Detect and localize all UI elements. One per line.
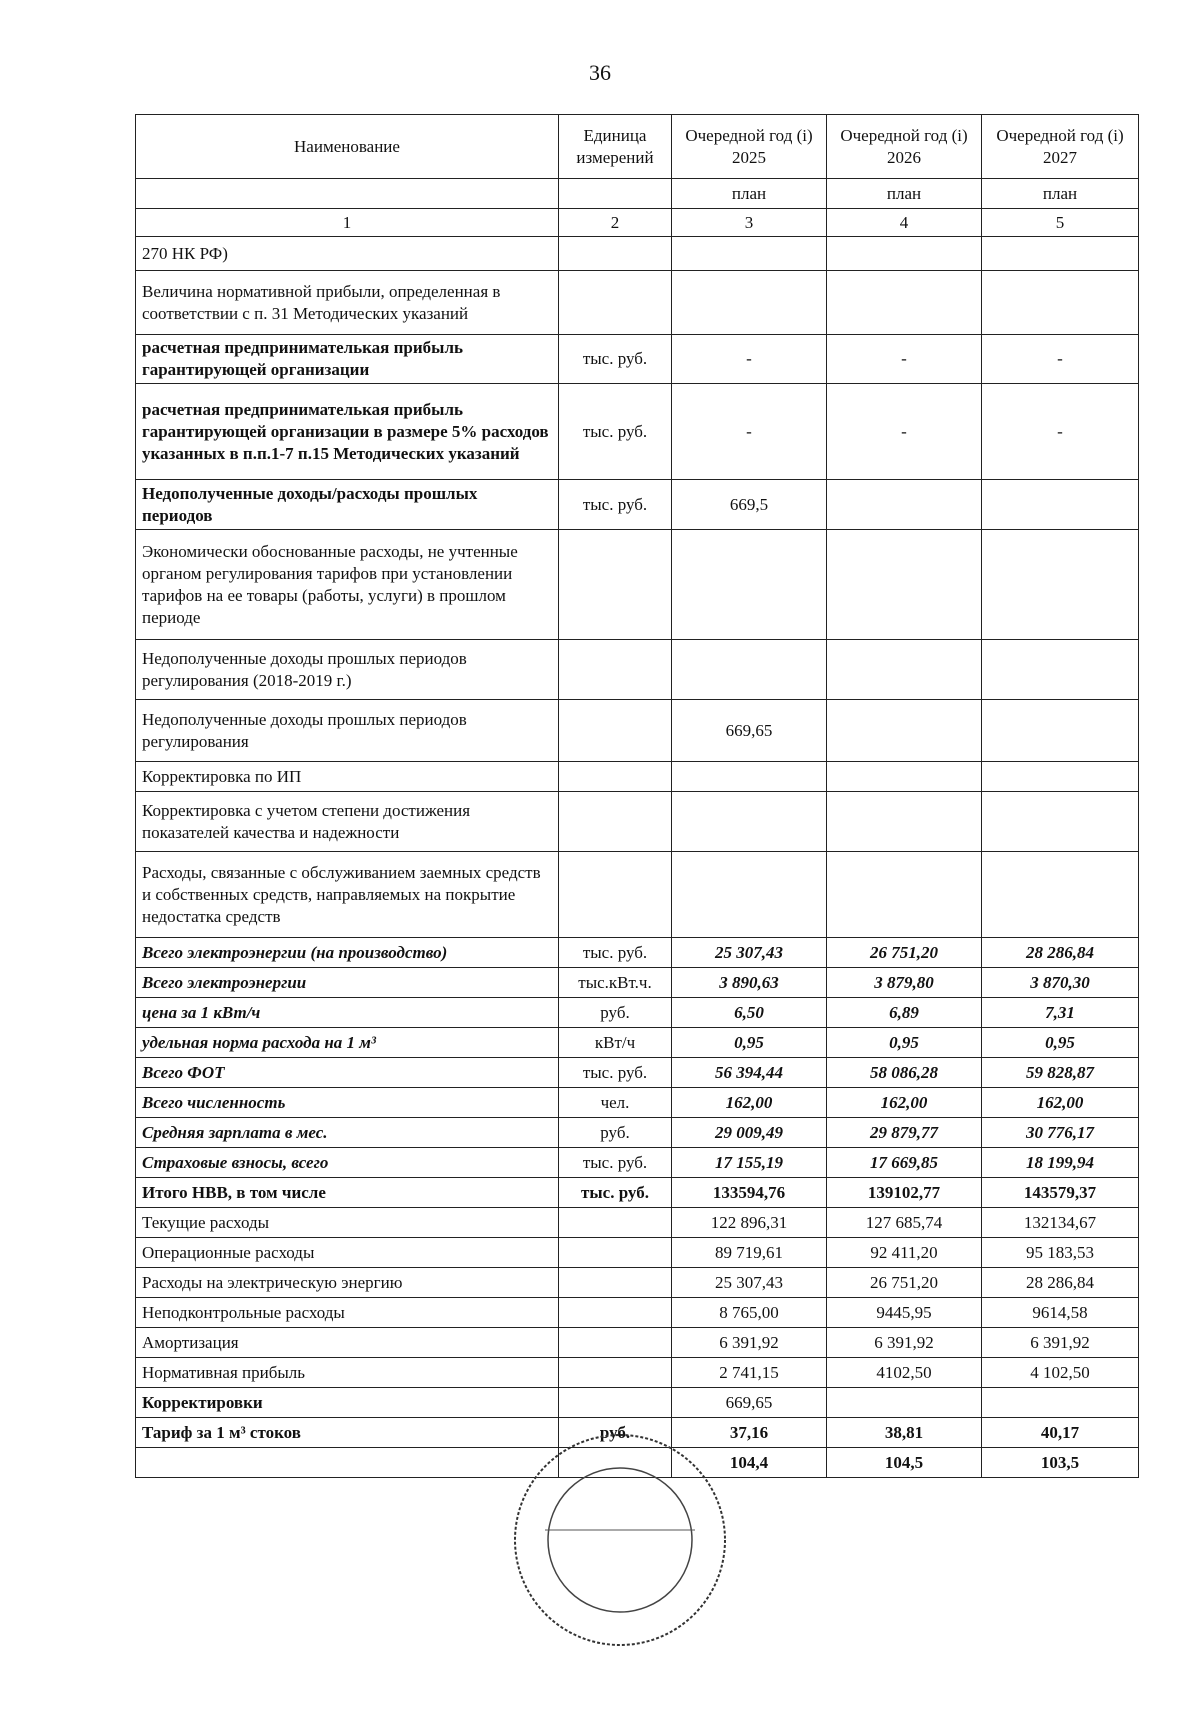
table-row [136,1088,1139,1118]
row-unit-cell: тыс.кВт.ч. [559,968,672,998]
plan-2026: план [827,179,982,209]
row-name-cell: Недополученные доходы прошлых периодов регулирования [136,700,559,762]
page-number: 36 [589,60,611,85]
row-unit-cell: тыс. руб. [559,480,672,530]
value-2026-cell: 104,5 [827,1448,982,1478]
table-row [136,1328,1139,1358]
plan-empty-1 [136,179,559,209]
value-2025-cell: 37,16 [672,1418,827,1448]
value-2025-cell: 25 307,43 [672,1268,827,1298]
header-year-2026: Очередной год (i) 2026 [827,115,982,179]
value-2025-cell [672,237,827,271]
row-name-cell: Операционные расходы [136,1238,559,1268]
value-2026-cell: - [827,335,982,384]
row-unit-cell: тыс. руб. [559,384,672,480]
row-unit-cell [559,1328,672,1358]
value-2027-cell: 4 102,50 [982,1358,1139,1388]
table-row [136,762,1139,792]
value-2025-cell: 162,00 [672,1088,827,1118]
value-2027-cell [982,762,1139,792]
table-row [136,1028,1139,1058]
row-unit-cell [559,1298,672,1328]
header-row [136,115,1139,179]
table-row [136,1058,1139,1088]
value-2027-cell: 3 870,30 [982,968,1139,998]
table-row [136,271,1139,335]
value-2026-cell: 26 751,20 [827,938,982,968]
value-2025-cell [672,640,827,700]
value-2025-cell: 104,4 [672,1448,827,1478]
value-2027-cell: 7,31 [982,998,1139,1028]
value-2026-cell [827,700,982,762]
table-row [136,938,1139,968]
value-2027-cell: - [982,384,1139,480]
value-2025-cell [672,792,827,852]
tariff-table [135,114,1139,1478]
value-2025-cell: 0,95 [672,1028,827,1058]
table-row [136,1118,1139,1148]
value-2025-cell: 8 765,00 [672,1298,827,1328]
value-2027-cell: 28 286,84 [982,938,1139,968]
plan-empty-2 [559,179,672,209]
value-2026-cell [827,792,982,852]
row-unit-cell: руб. [559,1118,672,1148]
value-2025-cell: 29 009,49 [672,1118,827,1148]
row-name-cell: Нормативная прибыль [136,1358,559,1388]
value-2026-cell [827,530,982,640]
table-row [136,640,1139,700]
value-2026-cell: 6 391,92 [827,1328,982,1358]
value-2027-cell: 28 286,84 [982,1268,1139,1298]
value-2027-cell: - [982,335,1139,384]
row-unit-cell: чел. [559,1088,672,1118]
table-row [136,480,1139,530]
value-2026-cell [827,852,982,938]
row-name-cell: Корректировка по ИП [136,762,559,792]
col-number-1: 1 [136,209,559,237]
col-number-5: 5 [982,209,1139,237]
col-number-4: 4 [827,209,982,237]
value-2026-cell: 17 669,85 [827,1148,982,1178]
row-unit-cell: руб. [559,998,672,1028]
table-row [136,1298,1139,1328]
plan-2025: план [672,179,827,209]
value-2027-cell [982,271,1139,335]
row-unit-cell [559,1358,672,1388]
value-2025-cell: 17 155,19 [672,1148,827,1178]
value-2027-cell: 18 199,94 [982,1148,1139,1178]
value-2025-cell [672,271,827,335]
row-name-cell: Тариф за 1 м³ стоков [136,1418,559,1448]
value-2026-cell: 92 411,20 [827,1238,982,1268]
row-name-cell: Расходы на электрическую энергию [136,1268,559,1298]
row-name-cell: Недополученные доходы/расходы прошлых периодов [136,480,559,530]
value-2026-cell: 29 879,77 [827,1118,982,1148]
value-2025-cell [672,852,827,938]
value-2027-cell: 9614,58 [982,1298,1139,1328]
row-unit-cell [559,640,672,700]
value-2025-cell: - [672,335,827,384]
value-2027-cell [982,480,1139,530]
table-row [136,1178,1139,1208]
value-2026-cell: 4102,50 [827,1358,982,1388]
value-2025-cell: 56 394,44 [672,1058,827,1088]
value-2026-cell: 9445,95 [827,1298,982,1328]
value-2026-cell: 38,81 [827,1418,982,1448]
row-unit-cell: тыс. руб. [559,335,672,384]
row-unit-cell [559,762,672,792]
row-name-cell: Всего электроэнергии (на производство) [136,938,559,968]
row-name-cell: Величина нормативной прибыли, определенная в соответствии с п. 31 Методических указаний [136,271,559,335]
row-name-cell: расчетная предпринимателькая прибыль гарантирующей организации [136,335,559,384]
row-unit-cell [559,271,672,335]
row-unit-cell [559,852,672,938]
table-row [136,1268,1139,1298]
value-2027-cell [982,1388,1139,1418]
value-2027-cell: 6 391,92 [982,1328,1139,1358]
value-2027-cell: 103,5 [982,1448,1139,1478]
value-2027-cell [982,530,1139,640]
value-2026-cell: 0,95 [827,1028,982,1058]
row-unit-cell: руб. [559,1418,672,1448]
plan-2027: план [982,179,1139,209]
value-2027-cell: 40,17 [982,1418,1139,1448]
row-name-cell: Всего численность [136,1088,559,1118]
value-2027-cell: 132134,67 [982,1208,1139,1238]
value-2026-cell: 58 086,28 [827,1058,982,1088]
value-2025-cell: 669,5 [672,480,827,530]
value-2027-cell [982,237,1139,271]
header-year-2027: Очередной год (i) 2027 [982,115,1139,179]
value-2025-cell: 89 719,61 [672,1238,827,1268]
row-unit-cell [559,1268,672,1298]
row-name-cell: удельная норма расхода на 1 м³ [136,1028,559,1058]
value-2026-cell: 139102,77 [827,1178,982,1208]
row-name-cell: расчетная предпринимателькая прибыль гарантирующей организации в размере 5% расходов указанных в п.п.1-7 п.15 Методических указаний [136,384,559,480]
value-2027-cell [982,700,1139,762]
table-row [136,237,1139,271]
row-name-cell: Всего электроэнергии [136,968,559,998]
row-unit-cell: кВт/ч [559,1028,672,1058]
value-2025-cell: 25 307,43 [672,938,827,968]
value-2026-cell: - [827,384,982,480]
value-2025-cell: - [672,384,827,480]
row-name-cell: Текущие расходы [136,1208,559,1238]
column-number-row [136,209,1139,237]
row-name-cell: Амортизация [136,1328,559,1358]
value-2026-cell: 26 751,20 [827,1268,982,1298]
value-2025-cell: 669,65 [672,700,827,762]
table-row [136,998,1139,1028]
value-2025-cell [672,530,827,640]
value-2027-cell: 95 183,53 [982,1238,1139,1268]
value-2026-cell: 127 685,74 [827,1208,982,1238]
table-row [136,530,1139,640]
value-2025-cell: 669,65 [672,1388,827,1418]
value-2025-cell [672,762,827,792]
value-2026-cell: 162,00 [827,1088,982,1118]
value-2027-cell [982,792,1139,852]
value-2026-cell [827,1388,982,1418]
value-2025-cell: 3 890,63 [672,968,827,998]
col-number-2: 2 [559,209,672,237]
row-unit-cell [559,1238,672,1268]
value-2026-cell [827,762,982,792]
header-name: Наименование [136,115,559,179]
table-row [136,1358,1139,1388]
row-unit-cell: тыс. руб. [559,1058,672,1088]
row-name-cell: Итого НВВ, в том числе [136,1178,559,1208]
table-row [136,1208,1139,1238]
row-name-cell: Недополученные доходы прошлых периодов регулирования (2018-2019 г.) [136,640,559,700]
value-2026-cell [827,640,982,700]
header-unit: Единица измерений [559,115,672,179]
row-unit-cell [559,1208,672,1238]
value-2026-cell: 3 879,80 [827,968,982,998]
table-row [136,968,1139,998]
row-name-cell: Средняя зарплата в мес. [136,1118,559,1148]
value-2027-cell: 30 776,17 [982,1118,1139,1148]
value-2025-cell: 2 741,15 [672,1358,827,1388]
row-name-cell: Всего ФОТ [136,1058,559,1088]
value-2027-cell: 143579,37 [982,1178,1139,1208]
value-2027-cell: 162,00 [982,1088,1139,1118]
value-2026-cell [827,480,982,530]
row-unit-cell [559,1388,672,1418]
row-name-cell: Страховые взносы, всего [136,1148,559,1178]
value-2026-cell [827,271,982,335]
value-2026-cell [827,237,982,271]
table-row [136,1388,1139,1418]
row-unit-cell: тыс. руб. [559,1178,672,1208]
value-2025-cell: 122 896,31 [672,1208,827,1238]
row-name-cell: Неподконтрольные расходы [136,1298,559,1328]
row-unit-cell: тыс. руб. [559,938,672,968]
row-name-cell: Экономически обоснованные расходы, не учтенные органом регулирования тарифов при установлении тарифов на ее товары (работы, услуги) в прошлом периоде [136,530,559,640]
row-name-cell: Корректировки [136,1388,559,1418]
plan-row [136,179,1139,209]
table-row [136,700,1139,762]
table-row [136,852,1139,938]
row-unit-cell [559,700,672,762]
value-2025-cell: 6,50 [672,998,827,1028]
row-unit-cell [559,792,672,852]
row-unit-cell [559,237,672,271]
table-row [136,384,1139,480]
table-row [136,792,1139,852]
value-2027-cell [982,640,1139,700]
row-name-cell: 270 НК РФ) [136,237,559,271]
value-2027-cell: 0,95 [982,1028,1139,1058]
row-name-cell: Корректировка с учетом степени достижения показателей качества и надежности [136,792,559,852]
value-2025-cell: 133594,76 [672,1178,827,1208]
row-name-cell: цена за 1 кВт/ч [136,998,559,1028]
row-unit-cell [559,530,672,640]
header-year-2025: Очередной год (i) 2025 [672,115,827,179]
table-row [136,1238,1139,1268]
round-seal-stamp [505,1425,735,1655]
table-row [136,335,1139,384]
value-2027-cell [982,852,1139,938]
table-row [136,1148,1139,1178]
value-2026-cell: 6,89 [827,998,982,1028]
value-2027-cell: 59 828,87 [982,1058,1139,1088]
row-unit-cell: тыс. руб. [559,1148,672,1178]
value-2025-cell: 6 391,92 [672,1328,827,1358]
row-name-cell [136,1448,559,1478]
col-number-3: 3 [672,209,827,237]
row-name-cell: Расходы, связанные с обслуживанием заемных средств и собственных средств, направляемых на покрытие недостатка средств [136,852,559,938]
